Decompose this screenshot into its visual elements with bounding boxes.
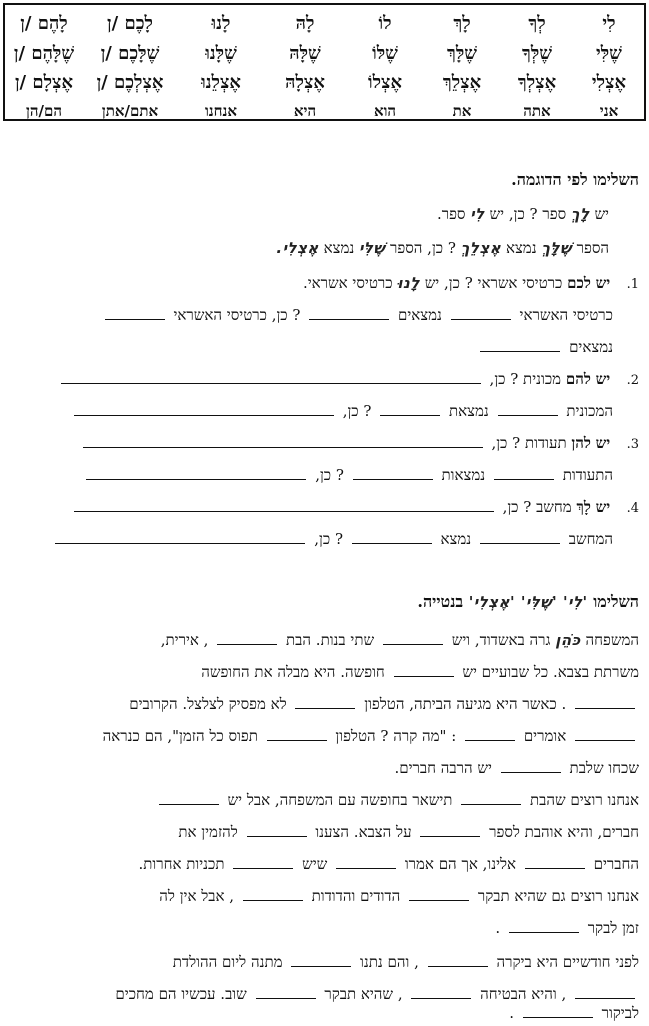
blank-field[interactable] bbox=[498, 401, 558, 416]
handwritten-words: 'לִי' 'שֶׁלִּי' 'אֶצְלִי' bbox=[468, 593, 588, 611]
table-cell: שֶׁלְּךָ bbox=[521, 43, 552, 64]
blank-field[interactable] bbox=[525, 854, 585, 869]
text: להם bbox=[565, 370, 591, 388]
blank-field[interactable] bbox=[217, 630, 277, 645]
table-cell: שֶׁלָּנוּ bbox=[205, 43, 237, 64]
exercise-item-2-line-2 bbox=[4, 398, 613, 424]
example-line-1 bbox=[4, 201, 609, 227]
blank-field[interactable] bbox=[267, 726, 327, 741]
table-cell: שֶׁלּוֹ bbox=[372, 43, 398, 64]
text: אומרים bbox=[523, 727, 567, 745]
text: , אבל אין לה bbox=[159, 887, 235, 905]
exercise-item-4-line-2 bbox=[4, 526, 613, 552]
table-cell: אֶצְלָהּ bbox=[285, 72, 325, 93]
text: תעודות ? כן, bbox=[491, 434, 567, 452]
table-cell: אתם/אתן bbox=[101, 102, 159, 120]
exercise-item-4 bbox=[4, 494, 639, 520]
text: יש bbox=[595, 434, 611, 452]
item-number: 4. bbox=[626, 501, 639, 516]
text: הספר bbox=[576, 239, 609, 257]
text: החברים bbox=[593, 855, 639, 873]
handwritten-answer: כֹּהֵן bbox=[555, 631, 581, 649]
table-row-etzel bbox=[5, 70, 644, 96]
blank-field[interactable] bbox=[380, 401, 440, 416]
text: השלימו bbox=[593, 592, 639, 611]
text: כרטיסי האשראי bbox=[519, 306, 613, 324]
blank-field[interactable] bbox=[394, 662, 454, 677]
text: נמצאים bbox=[569, 338, 613, 356]
table-cell: הוא bbox=[373, 102, 397, 120]
text: כרטיסי אשראי. bbox=[302, 274, 393, 292]
text: חברים, והיא אוהבת לספר bbox=[489, 823, 639, 841]
section1-title: השלימו לפי הדוגמה. bbox=[511, 170, 639, 189]
handwritten-answer: שֶׁלָּךְ bbox=[541, 239, 572, 257]
blank-field[interactable] bbox=[295, 694, 355, 709]
table-cell: שֶׁלִּי bbox=[596, 43, 622, 64]
text: על הצבא. הצענו bbox=[315, 823, 412, 841]
pronoun-table bbox=[3, 3, 646, 121]
item-number: 3. bbox=[626, 437, 639, 452]
table-cell: אֶצְלֵךְ bbox=[442, 72, 482, 93]
text: המשפחה bbox=[585, 631, 639, 649]
text: יש bbox=[595, 274, 611, 292]
text: לכם bbox=[567, 274, 591, 292]
text: שכחו שלבת bbox=[569, 759, 639, 777]
paragraph-line bbox=[4, 787, 639, 813]
text: המכונית bbox=[566, 402, 613, 420]
exercise-item-2 bbox=[4, 366, 639, 392]
blank-field[interactable] bbox=[383, 630, 443, 645]
blank-field[interactable] bbox=[243, 886, 303, 901]
text: נמצאות bbox=[441, 466, 486, 484]
table-cell: לָכֶם /ן bbox=[107, 13, 153, 34]
blank-field[interactable] bbox=[420, 822, 480, 837]
table-cell: לִי bbox=[602, 13, 616, 34]
text: , אירית, bbox=[160, 631, 209, 649]
table-cell: היא bbox=[293, 102, 317, 120]
paragraph-line bbox=[4, 883, 639, 909]
text: לא מפסיק לצלצל. הקרובים bbox=[129, 695, 287, 713]
table-cell: אֶצְלְךָ bbox=[517, 72, 557, 93]
item-number: 2. bbox=[626, 373, 639, 388]
text: משרתת בצבא. כל שבועיים יש bbox=[462, 663, 639, 681]
text: בנטייה. bbox=[417, 592, 464, 611]
text: תפוס כל הזמן", הם כנראה bbox=[102, 727, 258, 745]
handwritten-answer: לָךְ bbox=[570, 205, 590, 223]
blank-field[interactable] bbox=[105, 305, 165, 320]
blank-field[interactable] bbox=[409, 886, 469, 901]
paragraph-line bbox=[4, 949, 639, 975]
text: להן bbox=[571, 434, 591, 452]
blank-field[interactable] bbox=[291, 952, 351, 967]
blank-field[interactable] bbox=[336, 854, 396, 869]
table-cell: שֶׁלָּךְ bbox=[446, 43, 477, 64]
table-cell: לוֹ bbox=[378, 13, 392, 34]
text: הדודים והדודות bbox=[311, 887, 401, 905]
blank-field[interactable] bbox=[86, 465, 306, 480]
table-cell: אֶצְלְכֶם /ן bbox=[96, 72, 164, 93]
text: מתנה ליום ההולדת bbox=[172, 953, 283, 971]
blank-field[interactable] bbox=[159, 790, 219, 805]
paragraph-line: זמן לבקר . bbox=[495, 919, 639, 937]
text: נמצא bbox=[440, 530, 472, 548]
text: ספר ? כן, יש bbox=[489, 205, 567, 223]
text: המחשב bbox=[568, 530, 613, 548]
paragraph-line bbox=[4, 851, 639, 877]
blank-field[interactable] bbox=[233, 854, 293, 869]
handwritten-answer: אֶצְלֵךְ bbox=[460, 239, 502, 257]
text: תישאר בחופשה עם המשפחה, אבל יש bbox=[227, 791, 453, 809]
exercise-item-3 bbox=[4, 430, 639, 456]
text: יש bbox=[595, 498, 611, 516]
text: לביקור bbox=[601, 1004, 639, 1022]
table-cell: אֶצְלִי bbox=[591, 72, 627, 93]
paragraph-line bbox=[4, 627, 639, 653]
table-cell: שֶׁלָּכֶם /ן bbox=[100, 43, 160, 64]
handwritten-answer: שֶׁלִּי bbox=[359, 239, 386, 257]
blank-field[interactable] bbox=[352, 529, 432, 544]
blank-field[interactable] bbox=[411, 984, 471, 999]
table-cell: הם/הן bbox=[26, 102, 62, 120]
table-cell: שֶׁלָּהֶם /ן bbox=[13, 43, 75, 64]
table-cell: אֶצְלֵנוּ bbox=[201, 72, 241, 93]
text: זמן לבקר bbox=[587, 919, 639, 937]
blank-field[interactable] bbox=[74, 401, 334, 416]
table-cell: אֶצְלוֹ bbox=[367, 72, 402, 93]
text: שוב. עכשיו הם מחכים bbox=[115, 985, 247, 1003]
text: ? כן, כרטיסי האשראי bbox=[173, 306, 301, 324]
table-cell: שֶׁלָּהּ bbox=[289, 43, 321, 64]
table-cell: לָנוּ bbox=[211, 13, 231, 34]
text: לפני חודשיים היא ביקרה bbox=[496, 953, 639, 971]
blank-field[interactable] bbox=[353, 465, 433, 480]
blank-field[interactable] bbox=[480, 337, 560, 352]
text: , והם נתנו bbox=[360, 953, 419, 971]
blank-field[interactable] bbox=[501, 758, 561, 773]
table-row-shel bbox=[5, 41, 644, 67]
text: ? כן, הספר bbox=[390, 239, 456, 257]
table-row-le bbox=[5, 11, 644, 37]
blank-field[interactable] bbox=[451, 305, 511, 320]
blank-field[interactable] bbox=[575, 694, 635, 709]
text: כרטיסי אשראי ? כן, יש bbox=[424, 274, 563, 292]
text: , שהיא תבקר bbox=[324, 985, 403, 1003]
text: אנחנו רוצים גם שהיא תבקר bbox=[477, 887, 639, 905]
text: התעודות bbox=[562, 466, 613, 484]
blank-field[interactable] bbox=[523, 1003, 593, 1018]
blank-field[interactable] bbox=[575, 726, 635, 741]
exercise-item-3-line-2 bbox=[4, 462, 613, 488]
text: , והיא הבטיחה bbox=[480, 985, 567, 1003]
paragraph-line bbox=[4, 819, 639, 845]
text: להזמין את bbox=[178, 823, 238, 841]
blank-field[interactable] bbox=[55, 529, 305, 544]
text: לָךְ bbox=[576, 498, 591, 516]
exercise-item-1 bbox=[4, 270, 639, 296]
blank-field[interactable] bbox=[83, 433, 483, 448]
blank-field[interactable] bbox=[61, 369, 481, 384]
example-line-2 bbox=[4, 235, 609, 261]
blank-field[interactable] bbox=[247, 822, 307, 837]
text: יש bbox=[595, 370, 611, 388]
section2-title bbox=[4, 589, 639, 615]
text: גרה באשדוד, ויש bbox=[451, 631, 551, 649]
blank-field[interactable] bbox=[480, 529, 560, 544]
blank-field[interactable] bbox=[575, 984, 635, 999]
paragraph-line bbox=[4, 691, 639, 717]
blank-field[interactable] bbox=[74, 497, 494, 512]
text: ? כן, bbox=[342, 402, 372, 420]
text: נמצאים bbox=[398, 306, 442, 324]
blank-field[interactable] bbox=[309, 305, 389, 320]
item-number: 1. bbox=[626, 277, 639, 292]
table-row-pronouns bbox=[5, 98, 644, 124]
text: נמצא bbox=[323, 239, 355, 257]
paragraph-line bbox=[4, 659, 639, 685]
blank-field[interactable] bbox=[256, 984, 316, 999]
text: ? כן, bbox=[314, 530, 343, 548]
blank-field[interactable] bbox=[509, 918, 579, 933]
blank-field[interactable] bbox=[465, 726, 515, 741]
handwritten-answer: לִי bbox=[470, 205, 485, 223]
table-cell: אני bbox=[599, 102, 619, 120]
table-cell: אֶצְלָם /ן bbox=[14, 72, 74, 93]
table-cell: לָךְ bbox=[453, 13, 471, 34]
text: : "מה קרה ? הטלפון bbox=[335, 727, 457, 745]
paragraph-line bbox=[4, 723, 639, 749]
text: אנחנו רוצים שהבת bbox=[530, 791, 639, 809]
text: שתי בנות. הבת bbox=[286, 631, 375, 649]
table-cell: לָהֶם /ן bbox=[20, 13, 68, 34]
text: . כאשר היא מגיעה הביתה, הטלפון bbox=[364, 695, 567, 713]
blank-field[interactable] bbox=[494, 465, 554, 480]
blank-field[interactable] bbox=[461, 790, 521, 805]
text: חופשה. היא מבלה את החופשה bbox=[201, 663, 385, 681]
handwritten-answer: אֶצְלִי. bbox=[276, 239, 319, 257]
text: מחשב ? כן, bbox=[502, 498, 572, 516]
text: יש הרבה חברים. bbox=[394, 759, 492, 777]
text: שיש bbox=[302, 855, 328, 873]
table-cell: את bbox=[452, 102, 472, 120]
text: נמצאת bbox=[449, 402, 489, 420]
table-cell: אנחנו bbox=[204, 102, 238, 120]
text: תכניות אחרות. bbox=[138, 855, 225, 873]
text: יש bbox=[594, 205, 609, 223]
table-cell: לְךָ bbox=[528, 13, 546, 34]
text: ספר. bbox=[436, 205, 466, 223]
exercise-item-1-line-2 bbox=[4, 302, 613, 328]
text: אלינו, אך הם אמרו bbox=[404, 855, 517, 873]
text: מכונית ? כן, bbox=[489, 370, 562, 388]
blank-field[interactable] bbox=[428, 952, 488, 967]
handwritten-answer: לָנוּ bbox=[397, 274, 420, 292]
paragraph-line bbox=[4, 755, 639, 781]
text: נמצא bbox=[505, 239, 537, 257]
table-cell: לָהּ bbox=[295, 13, 315, 34]
paragraph-line: לביקור . bbox=[509, 1004, 639, 1022]
exercise-item-1-line-3 bbox=[4, 334, 613, 360]
table-cell: אתה bbox=[523, 102, 551, 120]
text: ? כן, bbox=[315, 466, 344, 484]
